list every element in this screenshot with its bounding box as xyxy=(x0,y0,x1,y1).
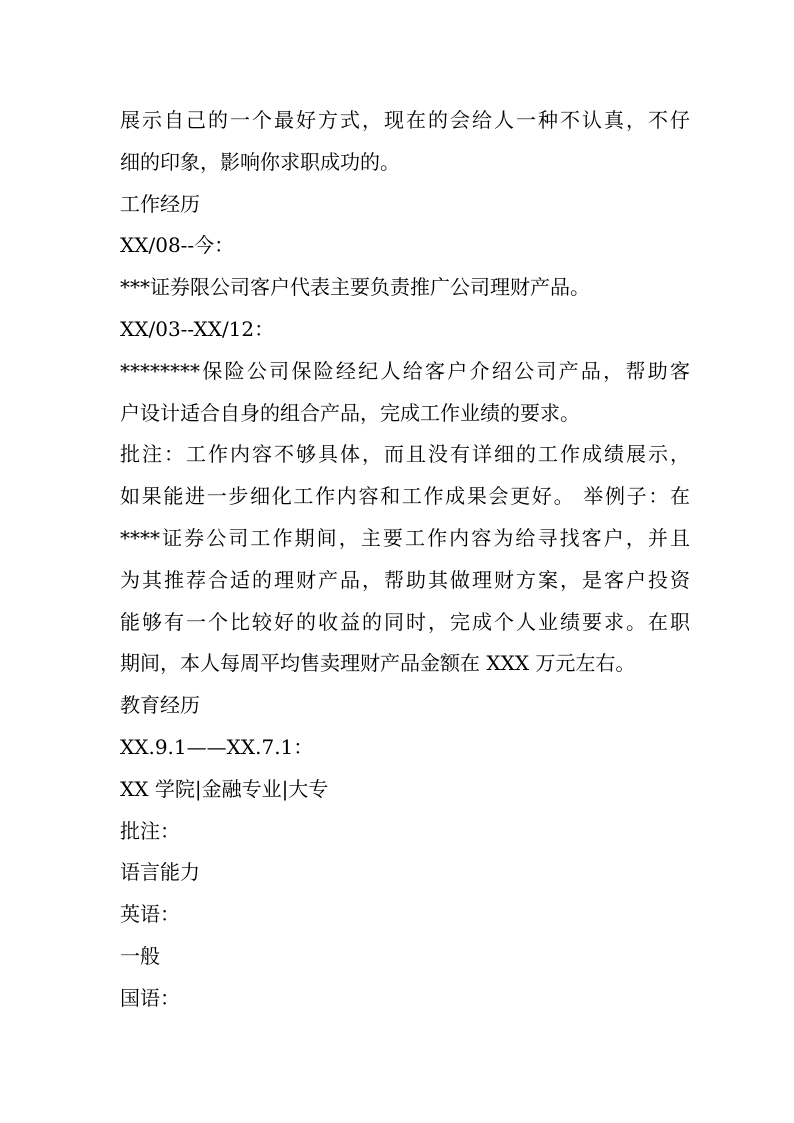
date-range: XX/03--XX/12： xyxy=(120,316,275,341)
language-label: 国语： xyxy=(120,985,180,1010)
job-entry: 户设计适合自身的组合产品，完成工作业绩的要求。 xyxy=(120,400,580,425)
comment-line: 能够有一个比较好的收益的同时，完成个人业绩要求。在职 xyxy=(120,609,690,634)
comment-line: 批注：工作内容不够具体，而且没有详细的工作成绩展示， xyxy=(120,442,690,467)
language-level: 一般 xyxy=(120,943,160,968)
paragraph-line: 展示自己的一个最好方式，现在的会给人一种不认真，不仔 xyxy=(120,108,690,132)
date-range: XX.9.1——XX.7.1： xyxy=(120,734,314,759)
document-body xyxy=(120,100,690,1020)
job-entry: ********保险公司保险经纪人给客户介绍公司产品，帮助客 xyxy=(120,358,690,383)
section-heading-work-experience: 工作经历 xyxy=(120,191,200,216)
section-heading-language: 语言能力 xyxy=(120,860,200,885)
date-range: XX/08--今： xyxy=(120,233,235,258)
language-label: 英语： xyxy=(120,902,180,927)
comment-line: 为其推荐合适的理财产品，帮助其做理财方案，是客户投资 xyxy=(120,567,690,592)
paragraph-line: 细的印象，影响你求职成功的。 xyxy=(120,149,400,174)
section-heading-education: 教育经历 xyxy=(120,693,200,718)
job-entry: ***证券限公司客户代表主要负责推广公司理财产品。 xyxy=(120,275,590,300)
comment-line: 如果能进一步细化工作内容和工作成果会更好。 举例子：在 xyxy=(120,484,690,509)
education-entry: XX 学院|金融专业|大专 xyxy=(120,776,329,801)
comment-label: 批注： xyxy=(120,818,180,843)
comment-line: ****证券公司工作期间，主要工作内容为给寻找客户，并且 xyxy=(120,525,690,550)
comment-line: 期间，本人每周平均售卖理财产品金额在 XXX 万元左右。 xyxy=(120,651,636,676)
